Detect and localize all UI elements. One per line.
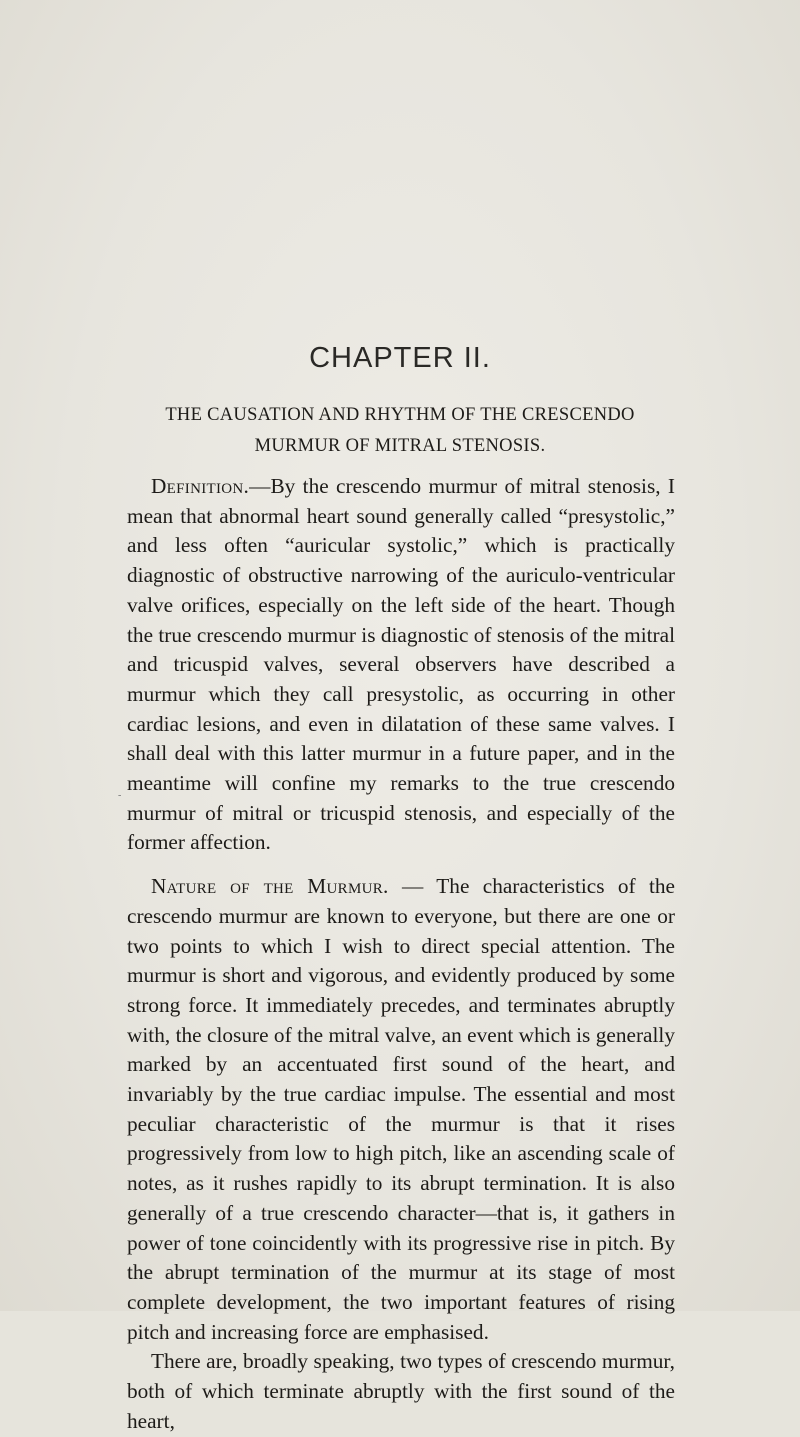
- body-text: [127, 472, 675, 1437]
- paragraph-types: [127, 1347, 675, 1436]
- paragraph-nature-of-murmur: [127, 872, 675, 1347]
- chapter-heading: CHAPTER II.: [309, 342, 491, 374]
- chapter-title-line-2: MURMUR OF MITRAL STENOSIS.: [254, 436, 546, 456]
- chapter-title-line-1: THE CAUSATION AND RHYTHM OF THE CRESCENDO: [165, 405, 635, 425]
- paragraph-text: —By the crescendo murmur of mitral stenosis, I mean that abnormal heart sound generally called “presystolic,” and less often “auricular systolic,” which is practically diagnostic of obstructive narrowing of the auriculo-ventricular valve orifices, especially on the left side of the heart. Though the true crescendo murmur is diagnostic of stenosis of the mitral and tricuspid valves, several observers have described a murmur which they call presystolic, as occurring in other cardiac lesions, and even in dilatation of these same valves. I shall deal with this latter murmur in a future paper, and in the meantime will confine my remarks to the true crescendo murmur of mitral or tricuspid stenosis, and especially of the former affection.: [127, 474, 675, 855]
- paragraph-lead: Nature of the Murmur.: [151, 874, 389, 899]
- chapter-title: [120, 400, 680, 462]
- paragraph-lead: Definition.: [151, 474, 250, 498]
- pencil-mark: -: [118, 790, 122, 801]
- paragraph-definition: [127, 472, 675, 858]
- paragraph-text: There are, broadly speaking, two types of crescendo murmur, both of which terminate abruptly with the first sound of the heart,: [127, 1349, 675, 1433]
- paragraph-text: — The characteristics of the crescendo murmur are known to everyone, but there are one or two points to which I wish to direct special attention. The murmur is short and vigorous, and evidently produced by some strong force. It immediately precedes, and terminates abruptly with, the closure of the mitral valve, an event which is generally marked by an accentuated first sound of the heart, and invariably by the true cardiac impulse. The essential and most peculiar characteristic of the murmur is that it rises progressively from low to high pitch, like an ascending scale of notes, as it rushes rapidly to its abrupt termination. It is also generally of a true crescendo character—that is, it gathers in power of tone coincidently with its progressive rise in pitch. By the abrupt termination of the murmur at its stage of most complete development, the two important features of rising pitch and increasing force are emphasised.: [127, 874, 675, 1344]
